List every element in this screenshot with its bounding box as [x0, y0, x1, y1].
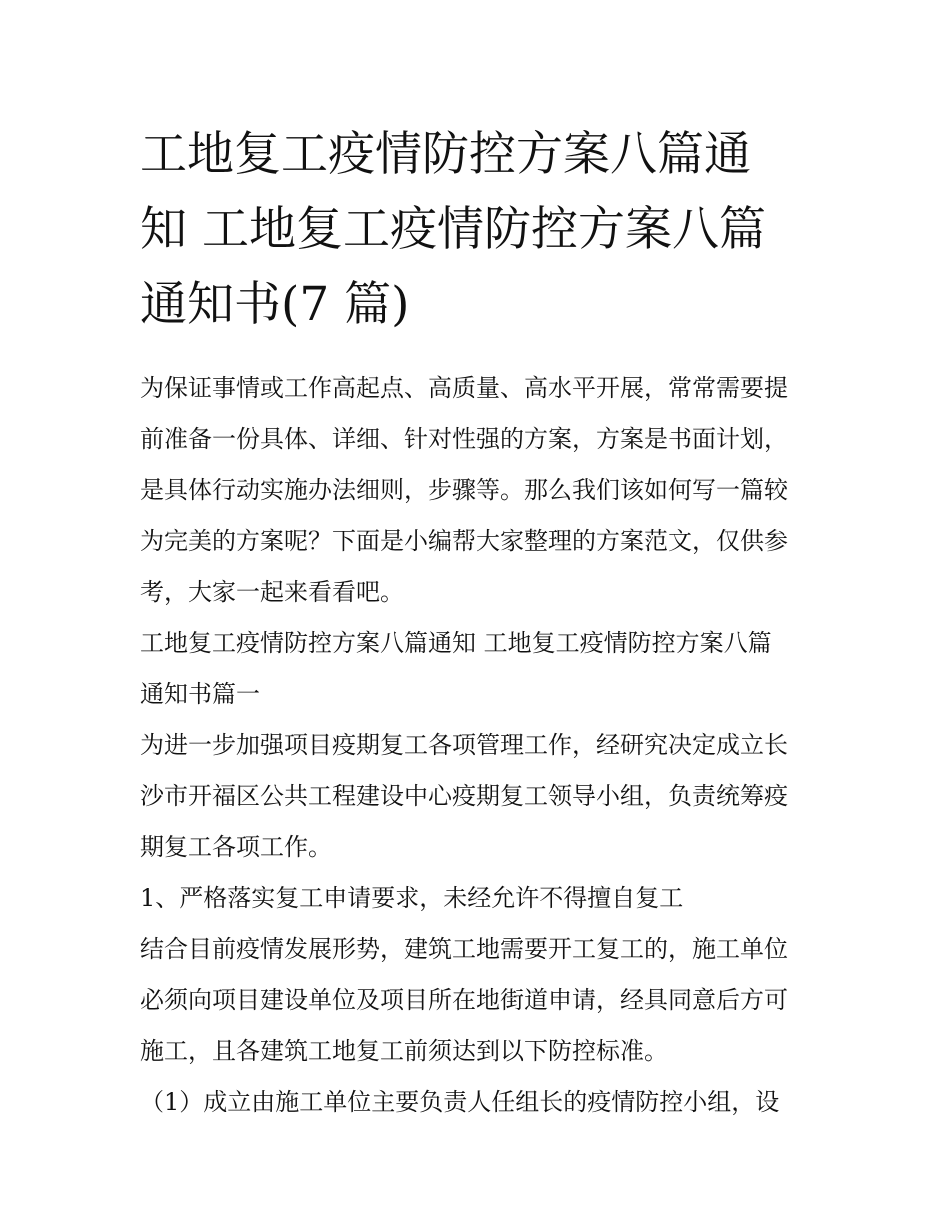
document-title — [140, 117, 820, 342]
text-line: 通知书篇一 — [140, 680, 260, 708]
text-line: 是具体行动实施办法细则，步骤等。那么我们该如何写一篇较 — [140, 476, 788, 504]
intro-paragraph — [140, 363, 820, 618]
title-line: 知 工地复工疫情防控方案八篇 — [140, 202, 766, 257]
text-line: 必须向项目建设单位及项目所在地街道申请，经具同意后方可 — [140, 986, 788, 1014]
text-line: 为进一步加强项目疫期复工各项管理工作，经研究决定成立长 — [140, 731, 788, 759]
document-body — [140, 117, 820, 1128]
text-line: 为完美的方案呢？下面是小编帮大家整理的方案范文，仅供参 — [140, 527, 788, 555]
text-line: （1）成立由施工单位主要负责人任组长的疫情防控小组，设 — [140, 1088, 780, 1116]
text-line: 工地复工疫情防控方案八篇通知 工地复工疫情防控方案八篇 — [140, 629, 772, 657]
text-line: 1、严格落实复工申请要求，未经允许不得擅自复工 — [140, 884, 684, 912]
title-line: 工地复工疫情防控方案八篇通 — [140, 127, 751, 182]
body-paragraph-2 — [140, 924, 820, 1077]
text-line: 结合目前疫情发展形势，建筑工地需要开工复工的，施工单位 — [140, 935, 788, 963]
text-line: 沙市开福区公共工程建设中心疫期复工领导小组，负责统筹疫 — [140, 782, 788, 810]
sub-item-1 — [140, 1077, 820, 1128]
text-line: 前准备一份具体、详细、针对性强的方案，方案是书面计划， — [140, 425, 788, 453]
title-line: 通知书(7 篇) — [140, 277, 410, 332]
section-title — [140, 618, 820, 720]
body-paragraph-1 — [140, 720, 820, 873]
text-line: 施工，且各建筑工地复工前须达到以下防控标准。 — [140, 1037, 668, 1065]
text-line: 为保证事情或工作高起点、高质量、高水平开展，常常需要提 — [140, 374, 788, 402]
text-line: 考，大家一起来看看吧。 — [140, 578, 404, 606]
text-line: 期复工各项工作。 — [140, 833, 332, 861]
item-heading-1 — [140, 873, 820, 924]
